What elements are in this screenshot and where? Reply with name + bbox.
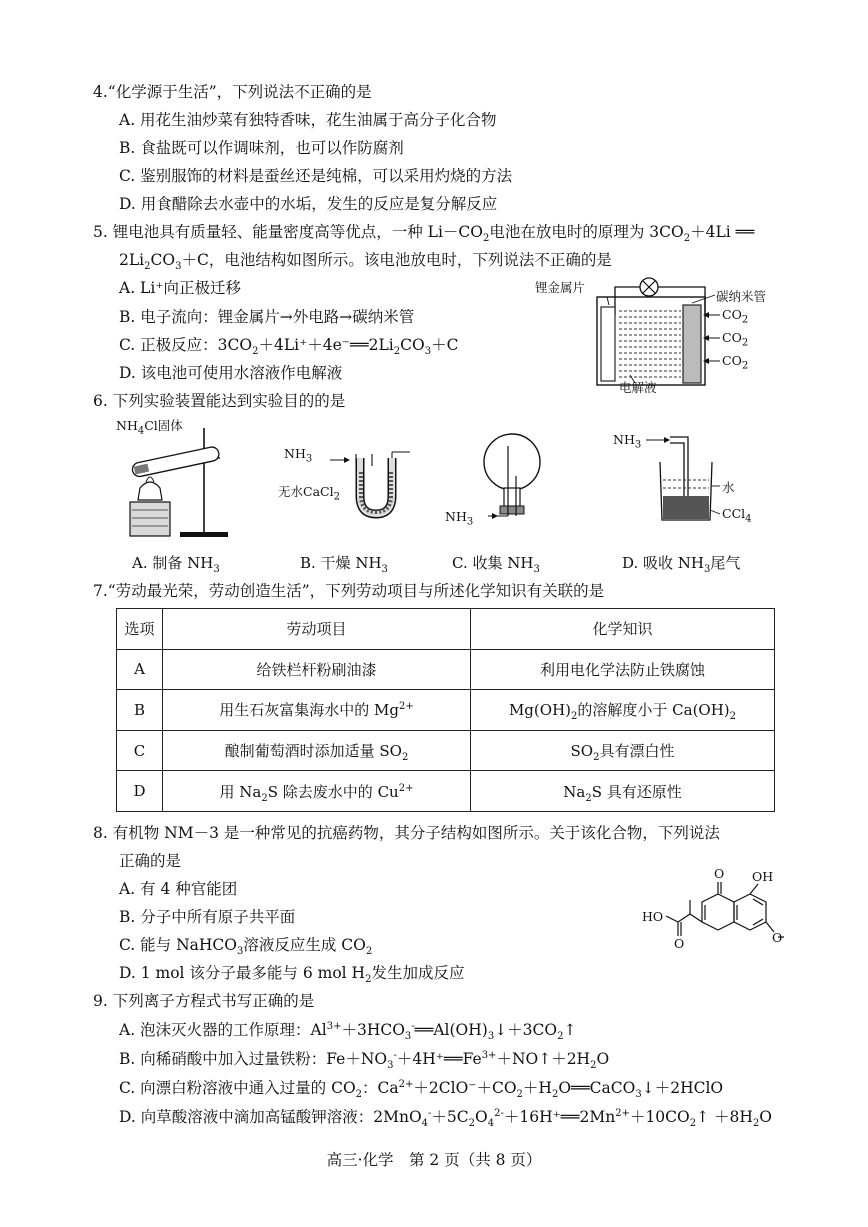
li-sheet-label: 锂金属片 (535, 280, 586, 295)
cacl2-label: 无水CaCl$_2$ (278, 484, 340, 503)
methoxy-oxygen-label: O (772, 930, 783, 945)
q9-option-c: C. 向漂白粉溶液中通入过量的 $CO_2$：$Ca^{2+}+2ClO^-+CO_2+H_2O══CaCO_3↓+2HClO$ (119, 1078, 724, 1101)
row-option: C (117, 730, 163, 771)
q6-figures (110, 416, 790, 544)
row-knowledge: $Mg(OH)_2$的溶解度小于 $Ca(OH)_2$ (471, 690, 775, 731)
row-knowledge: 利用电化学法防止铁腐蚀 (471, 649, 775, 690)
q9-option-d: D. 向草酸溶液中滴加高锰酸钾溶液：$2MnO_4^-+5C_2O_4^{2-}+16H^+══2Mn^{2+}+10CO_2↑ +8H_2O$ (119, 1107, 772, 1130)
q5-option-a: A. Li⁺向正极迁移 (119, 279, 241, 297)
q6-stem: 6. 下列实验装置能达到实验目的的是 (93, 392, 346, 410)
row-option: A (117, 649, 163, 690)
nh3-label-d: $NH_3$ (613, 432, 642, 451)
q7-stem: 7.“劳动最光荣，劳动创造生活”，下列劳动项目与所述化学知识有关联的是 (93, 582, 605, 600)
q6-caption-d: D. 吸收 $NH_3$尾气 (622, 554, 741, 575)
q8-option-d: D. 1 mol 该分子最多能与 6 mol $H_2$发生加成反应 (119, 964, 465, 986)
q5-option-b: B. 电子流向：锂金属片→外电路→碳纳米管 (119, 308, 415, 326)
hydroxyl-label: OH (752, 869, 774, 884)
q6-caption-c: C. 收集 $NH_3$ (452, 554, 540, 575)
header-knowledge: 化学知识 (471, 609, 775, 650)
cnt-label: 碳纳米管 (716, 289, 767, 304)
q9-option-b: B. 向稀硝酸中加入过量铁粉：$Fe+NO_3^-+4H^+══Fe^{3+}+NO↑+2H_2O$ (119, 1049, 610, 1072)
row-knowledge: $Na_2S$ 具有还原性 (471, 771, 775, 812)
q8-option-a: A. 有 4 种官能团 (119, 880, 238, 898)
q8-stem-line1: 8. 有机物 NM－3 是一种常见的抗癌药物，其分子结构如图所示。关于该化合物，下列说法 (93, 824, 720, 842)
ketone-oxygen-label: O (714, 866, 725, 881)
header-labor: 劳动项目 (163, 609, 471, 650)
q4-option-d: D. 用食醋除去水壶中的水垢，发生的反应是复分解反应 (119, 195, 498, 213)
q8-option-b: B. 分子中所有原子共平面 (119, 908, 296, 926)
table-row (117, 690, 775, 731)
q5-option-d: D. 该电池可使用水溶液作电解液 (119, 364, 343, 382)
row-labor: 用生石灰富集海水中的 $Mg^{2+}$ (163, 690, 471, 731)
q5-stem-line1: 5. 锂电池具有质量轻、能量密度高等优点，一种 $Li-CO_2$电池在放电时的原理为 $3CO_2+4Li$ ══ (93, 223, 755, 245)
q4-stem: 4.“化学源于生活”，下列说法不正确的是 (93, 83, 372, 101)
ccl4-label: CCl$_4$ (722, 506, 752, 525)
water-label: 水 (722, 480, 735, 495)
row-option: D (117, 771, 163, 812)
q9-stem: 9. 下列离子方程式书写正确的是 (93, 992, 315, 1010)
row-labor: 给铁栏杆粉刷油漆 (163, 649, 471, 690)
q4-option-b: B. 食盐既可以作调味剂，也可以作防腐剂 (119, 139, 404, 157)
q6-caption-a: A. 制备 $NH_3$ (132, 554, 220, 575)
co2-label-1: $CO_2$ (722, 307, 749, 326)
q4-option-a: A. 用花生油炒菜有独特香味，花生油属于高分子化合物 (119, 111, 497, 129)
row-labor: 用 $Na_2S$ 除去废水中的 $Cu^{2+}$ (163, 771, 471, 812)
q9-option-a: A. 泡沫灭火器的工作原理：$Al^{3+}+3HCO_3^-══Al(OH)_3↓+3CO_2↑$ (119, 1020, 577, 1043)
page-footer: 高三·化学 第 2 页（共 8 页） (326, 1151, 542, 1169)
co2-label-3: $CO_2$ (722, 353, 749, 372)
q8-stem-line2: 正确的是 (119, 852, 182, 870)
nh4cl-label: $NH_4Cl$固体 (116, 418, 183, 437)
row-option: B (117, 690, 163, 731)
table-row (117, 771, 775, 812)
q4-option-c: C. 鉴别服饰的材料是蚕丝还是纯棉，可以采用灼烧的方法 (119, 167, 513, 185)
q5-stem-line2: $2Li_2CO_3+C$，电池结构如图所示。该电池放电时，下列说法不正确的是 (119, 251, 612, 273)
molecule-structure (640, 866, 785, 972)
row-knowledge: $SO_2$具有漂白性 (471, 730, 775, 771)
q8-option-c: C. 能与 NaHCO$_3$溶液反应生成 $CO_2$ (119, 936, 373, 958)
nh3-label-c: $NH_3$ (445, 509, 474, 528)
table-row (117, 730, 775, 771)
table-header-row (117, 609, 775, 650)
row-labor: 酿制葡萄酒时添加适量 $SO_2$ (163, 730, 471, 771)
q6-caption-b: B. 干燥 $NH_3$ (300, 554, 388, 575)
co2-label-2: $CO_2$ (722, 330, 749, 349)
q7-table (116, 608, 775, 812)
acid-oxygen-label: O (674, 936, 685, 951)
electrolyte-label: 电解液 (619, 380, 657, 395)
table-row (117, 649, 775, 690)
acid-ho-label: HO (642, 909, 664, 924)
battery-diagram (535, 275, 785, 395)
header-option: 选项 (117, 609, 163, 650)
q5-option-c: C. 正极反应：$3CO_2+4Li^++4e^-══2Li_2CO_3+C$ (119, 336, 459, 358)
nh3-label-b: $NH_3$ (284, 446, 313, 465)
